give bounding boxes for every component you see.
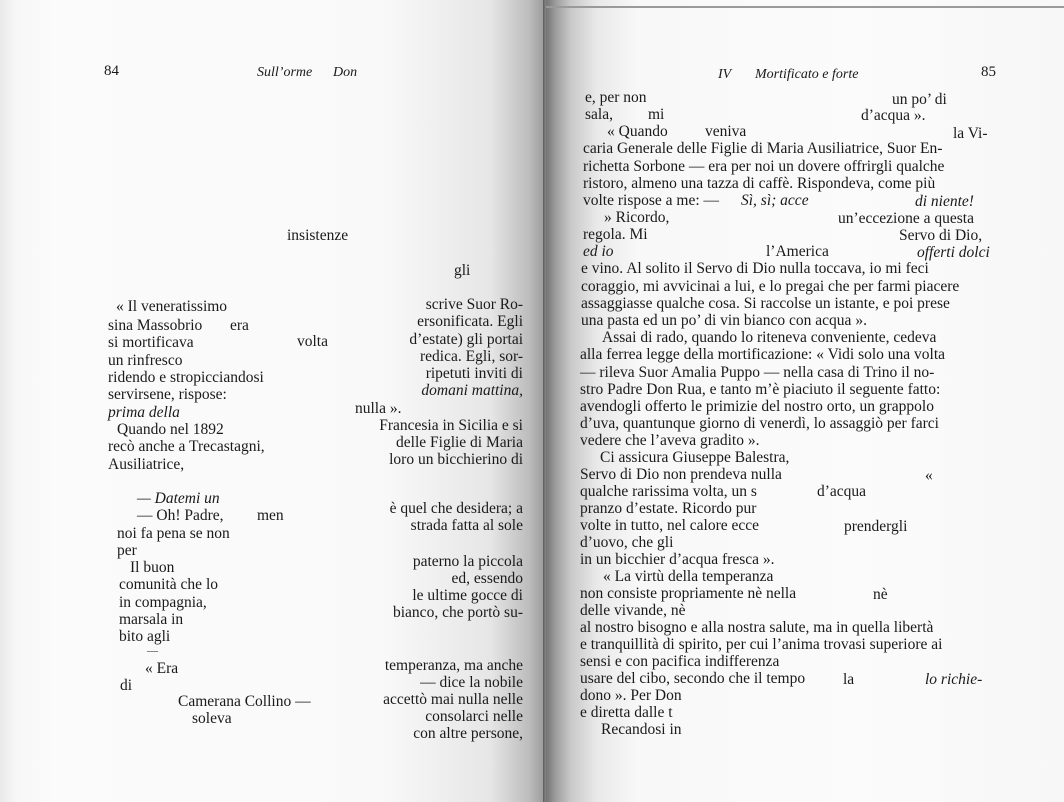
text-line: regola. Mi: [583, 226, 648, 243]
text-line: — rileva Suor Amalia Puppo — nella casa di Trino il no-: [580, 364, 935, 381]
text-line: usare del cibo, secondo che il tempo: [580, 670, 806, 687]
text-line: prima della: [108, 404, 180, 421]
text-line: offerti dolci: [917, 244, 990, 261]
text-line: sina Massobrio: [108, 317, 203, 334]
text-line: richetta Sorbone — era per noi un dovere offrirgli qualche: [583, 158, 945, 175]
left-running-head: Sull’orme: [257, 65, 313, 80]
text-line: delle Figlie di Maria: [396, 434, 523, 451]
text-line: nè: [873, 586, 888, 603]
right-running-head: Mortificato e forte: [755, 67, 859, 82]
text-line: dono ». Per Don: [580, 687, 682, 704]
text-line: si mortificava: [108, 334, 194, 351]
text-line: consolarci nelle: [425, 708, 523, 725]
text-line: — Datemi un: [137, 490, 220, 507]
fragment-gli: gli: [454, 262, 471, 279]
left-running-head-2: Don: [333, 65, 358, 80]
left-page-number: 84: [104, 63, 119, 79]
text-line: le ultime gocce di: [412, 587, 523, 604]
text-line: d’estate) gli portai: [409, 331, 523, 348]
text-line: ridendo e stropicciandosi: [108, 369, 264, 386]
text-line: bito agli: [119, 628, 171, 645]
text-line: recò anche a Trecastagni,: [108, 438, 265, 455]
text-line: Sì, sì; acce: [741, 192, 809, 209]
text-line: volte rispose a me: —: [583, 192, 720, 209]
text-line: di niente!: [915, 193, 974, 210]
text-line: con altre persone,: [413, 725, 523, 742]
text-line: e diretta dalle t: [580, 704, 673, 721]
text-line: pranzo d’estate. Ricordo pur: [580, 500, 757, 517]
text-line: paterno la piccola: [412, 553, 523, 570]
text-line: in compagnia,: [119, 594, 207, 611]
text-line: noi fa pena se non: [117, 525, 230, 542]
page-edge-rule: [546, 6, 1064, 8]
text-line: per: [117, 542, 137, 559]
text-line: Francesia in Sicilia e si: [379, 417, 523, 434]
text-line: prendergli: [844, 518, 908, 535]
text-line: avendogli offerto le primizie del nostro orto, un grappolo: [580, 398, 934, 415]
text-line: «: [925, 467, 933, 484]
text-line: lo richie-: [925, 671, 983, 688]
book-gutter: [543, 0, 546, 802]
text-line: d’uva, quantunque giorno di venerdì, lo assaggiò per farci: [580, 415, 939, 432]
text-line: volta: [297, 333, 328, 350]
text-line: coraggio, mi avvicinai a lui, e lo pregai che per farmi piacere: [581, 278, 960, 295]
text-line: Il buon: [130, 559, 175, 576]
text-line: » Ricordo,: [604, 209, 670, 226]
text-line: —: [147, 645, 158, 657]
text-line: stro Padre Don Rua, e tanto m’è piaciuto il seguente fatto:: [580, 381, 941, 398]
text-line: d’uovo, che gli: [580, 534, 674, 551]
text-line: ed, essendo: [451, 570, 523, 587]
text-line: un rinfresco: [108, 352, 183, 369]
text-line: « Quando: [607, 123, 668, 140]
text-line: era: [230, 317, 249, 334]
text-line: ersonificata. Egli: [417, 313, 523, 330]
fragment-insistenze: insistenze: [287, 227, 349, 244]
text-line: soleva: [192, 710, 232, 727]
text-line: ristoro, almeno una tazza di caffè. Rispondeva, come più: [583, 175, 936, 192]
text-line: loro un bicchierino di: [389, 451, 523, 468]
text-line: men: [257, 507, 284, 524]
text-line: Recandosi in: [601, 721, 682, 738]
text-line: scrive Suor Ro-: [425, 296, 523, 313]
text-line: ripetuti inviti di: [425, 365, 523, 382]
text-line: Servo di Dio,: [899, 227, 983, 244]
text-line: mi: [648, 106, 665, 123]
text-line: volte in tutto, nel calore ecce: [580, 517, 760, 534]
text-line: un po’ di: [892, 91, 947, 108]
text-line: un’eccezione a questa: [838, 210, 974, 227]
text-line: d’acqua ».: [861, 107, 926, 124]
text-line: — dice la nobile: [420, 674, 523, 691]
text-line: marsala in: [119, 611, 184, 628]
text-line: assaggiasse qualche cosa. Si raccolse un istante, e poi prese: [581, 295, 950, 312]
text-line: e vino. Al solito il Servo di Dio nulla toccava, io mi feci: [581, 260, 929, 277]
text-line: l’America: [766, 243, 829, 260]
text-line: Assai di rado, quando lo riteneva conveniente, cedeva: [602, 329, 937, 346]
right-page-number: 85: [981, 64, 996, 80]
text-line: Ci assicura Giuseppe Balestra,: [600, 449, 790, 466]
text-line: al nostro bisogno e alla nostra salute, ma in quella libertà: [580, 619, 934, 636]
text-line: « La virtù della temperanza: [603, 568, 774, 585]
text-line: e tranquillità di spirito, per cui l’anima trovasi superiore ai: [580, 636, 943, 653]
text-line: alla ferrea legge della mortificazione: « Vidi solo una volta: [580, 346, 946, 363]
text-line: Quando nel 1892: [117, 421, 224, 438]
text-line: strada fatta al sole: [410, 517, 523, 534]
right-running-head-number: IV: [718, 67, 732, 82]
text-line: ed io: [583, 243, 614, 260]
text-line: d’acqua: [817, 483, 867, 500]
text-line: bianco, che portò su-: [393, 604, 523, 621]
text-line: — Oh! Padre,: [137, 507, 224, 524]
text-line: e, per non: [585, 89, 647, 106]
text-line: la: [843, 671, 855, 688]
text-line: non consiste propriamente nè nella: [580, 585, 797, 602]
text-line: caria Generale delle Figlie di Maria Ausiliatrice, Suor En-: [583, 140, 943, 157]
text-line: veniva: [705, 123, 747, 140]
text-line: « Il veneratissimo: [116, 298, 228, 315]
text-line: vedere che l’aveva gradito ».: [580, 432, 760, 449]
text-line: servirsene, rispose:: [108, 386, 227, 403]
text-line: sensi e con pacifica indifferenza: [580, 653, 780, 670]
text-line: qualche rarissima volta, un s: [580, 483, 757, 500]
text-line: una pasta ed un po’ di vin bianco con acqua ».: [581, 312, 867, 329]
text-line: Servo di Dio non prendeva nulla: [580, 466, 782, 483]
text-line: accettò mai nulla nelle: [383, 691, 523, 708]
text-line: Camerana Collino —: [178, 693, 311, 710]
text-line: la Vi-: [953, 125, 988, 142]
text-line: è quel che desidera; a: [389, 500, 523, 517]
text-line: delle vivande, nè: [580, 602, 686, 619]
text-line: Ausiliatrice,: [108, 456, 185, 473]
text-line: di: [120, 677, 133, 694]
text-line: in un bicchier d’acqua fresca ».: [580, 551, 775, 568]
text-line: domani mattina,: [421, 382, 523, 399]
text-line: redica. Egli, sor-: [420, 348, 523, 365]
text-line: comunità che lo: [119, 576, 218, 593]
text-line: « Era: [145, 660, 179, 677]
text-line: sala,: [585, 106, 613, 123]
text-line: temperanza, ma anche: [384, 657, 523, 674]
text-line: nulla ».: [355, 400, 402, 417]
